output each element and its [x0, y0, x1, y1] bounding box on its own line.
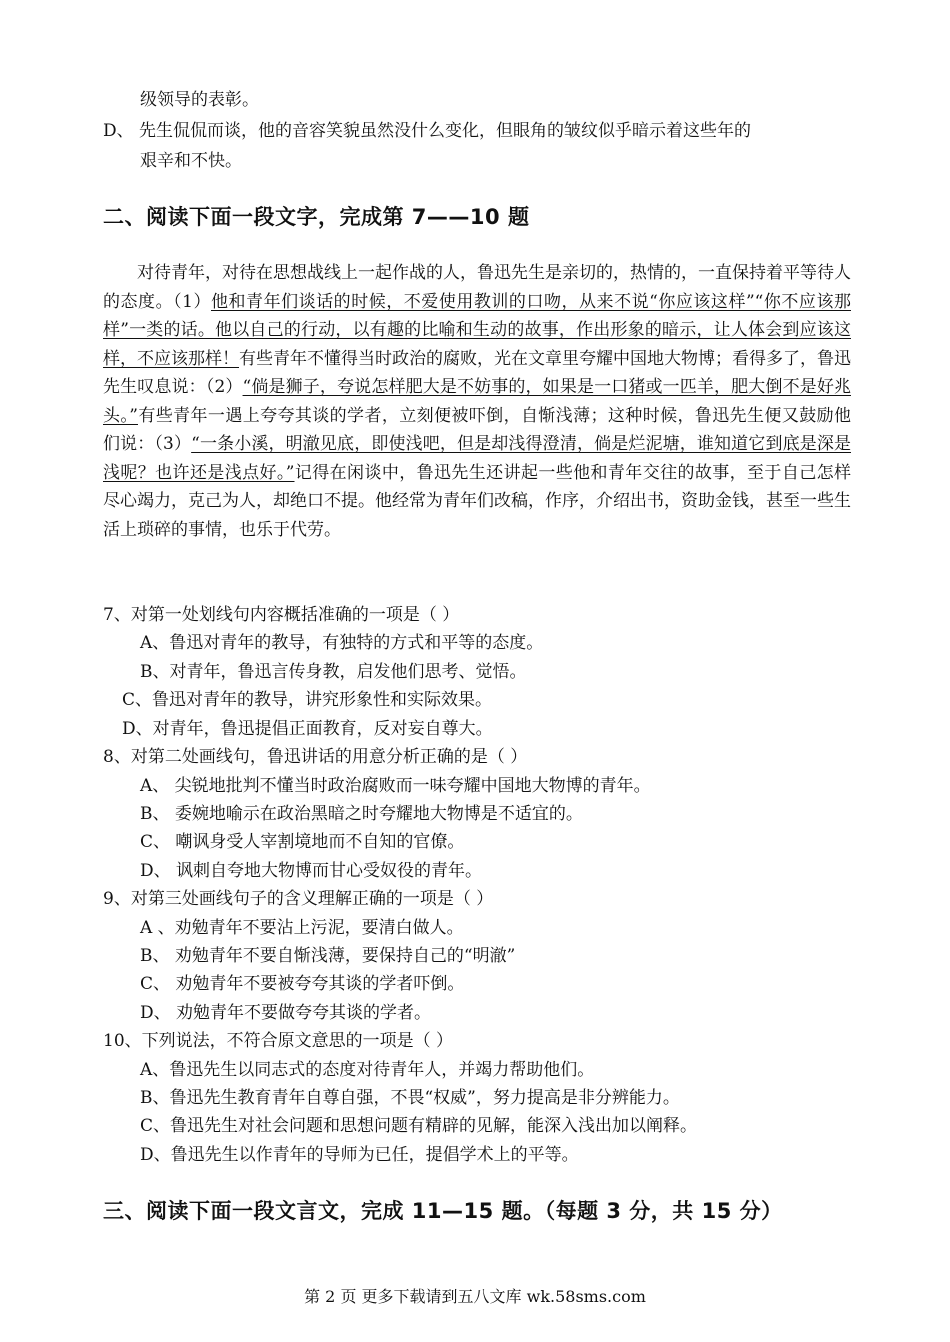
option-c-continuation: 级领导的表彰。 [140, 90, 259, 110]
question-10-stem: 10、下列说法，不符合原文意思的一项是（ ） [103, 1031, 454, 1051]
passage-text-2: 有些青年不懂得当时政治的腐败，光在文章里夸耀中国地大物博；看得多了，鲁迅先生叹息说：（2） [103, 348, 851, 397]
question-8-option-a: A、 尖锐地批判不懂当时政治腐败而一味夸耀中国地大物博的青年。 [140, 776, 651, 796]
passage-text-4: 记得在闲谈中，鲁迅先生还讲起一些他和青年交往的故事，至于自己怎样尽心竭力，克己为人，却绝口不提。他经常为青年们改稿，作序，介绍出书，资助金钱，甚至一些生活上琐碎的事情，也乐于代劳。 [103, 462, 851, 540]
option-d-line-1: D、 先生侃侃而谈，他的音容笑貌虽然没什么变化，但眼角的皱纹似乎暗示着这些年的 [103, 121, 752, 141]
section-2-heading: 二、阅读下面一段文字，完成第 7——10 题 [103, 205, 530, 229]
section-3-heading: 三、阅读下面一段文言文，完成 11—15 题。（每题 3 分，共 15 分） [103, 1199, 783, 1223]
question-7-stem: 7、对第一处划线句内容概括准确的一项是（ ） [103, 605, 460, 625]
underlined-sentence-3: “一条小溪，明澈见底，即使浅吧，但是却浅得澄清，倘是烂泥塘，谁知道它到底是深是浅呢？也许还是浅点好。” [103, 434, 851, 483]
question-8-stem: 8、对第二处画线句，鲁迅讲话的用意分析正确的是（ ） [103, 747, 528, 767]
question-10-option-d: D、鲁迅先生以作青年的导师为已任，提倡学术上的平等。 [140, 1145, 579, 1165]
question-9-option-a: A 、劝勉青年不要沾上污泥，要清白做人。 [140, 918, 464, 938]
underlined-sentence-2: “倘是狮子，夸说怎样肥大是不妨事的，如果是一口猪或一匹羊，肥大倒不是好兆头。” [103, 377, 851, 426]
question-7-option-d: D、对青年，鲁迅提倡正面教育，反对妄自尊大。 [122, 719, 493, 739]
option-d-line-2: 艰辛和不快。 [140, 151, 242, 171]
page-footer: 第 2 页 更多下载请到五八文库 wk.58sms.com [304, 1287, 646, 1306]
question-9-option-d: D、 劝勉青年不要做夸夸其谈的学者。 [140, 1003, 432, 1023]
question-8-option-b: B、 委婉地喻示在政治黑暗之时夸耀地大物博是不适宜的。 [140, 804, 583, 824]
question-10-option-b: B、鲁迅先生教育青年自尊自强，不畏“权威”，努力提高是非分辨能力。 [140, 1088, 680, 1108]
passage-text-3: 有些青年一遇上夸夸其谈的学者，立刻便被吓倒，自惭浅薄；这种时候，鲁迅先生便又鼓励他们说：（3） [103, 405, 851, 454]
question-9-stem: 9、对第三处画线句子的含义理解正确的一项是（ ） [103, 889, 494, 909]
underlined-sentence-1: 他和青年们谈话的时候，不爱使用教训的口吻，从来不说“你应该这样”“你不应该那样”一类的话。他以自己的行动，以有趣的比喻和生动的故事，作出形象的暗示，让人体会到应该这样，不应该那样！ [103, 291, 851, 369]
question-10-option-c: C、鲁迅先生对社会问题和思想问题有精辟的见解，能深入浅出加以阐释。 [140, 1116, 698, 1136]
question-7-option-a: A、鲁迅对青年的教导，有独特的方式和平等的态度。 [140, 633, 544, 653]
question-10-option-a: A、鲁迅先生以同志式的态度对待青年人，并竭力帮助他们。 [140, 1060, 595, 1080]
question-7-option-c: C、鲁迅对青年的教导，讲究形象性和实际效果。 [122, 690, 493, 710]
question-9-option-b: B、 劝勉青年不要自惭浅薄，要保持自己的“明澈” [140, 946, 516, 966]
question-8-option-c: C、 嘲讽身受人宰割境地而不自知的官僚。 [140, 832, 465, 852]
question-7-option-b: B、对青年，鲁迅言传身教，启发他们思考、觉悟。 [140, 662, 527, 682]
reading-passage [103, 259, 851, 544]
question-9-option-c: C、 劝勉青年不要被夸夸其谈的学者吓倒。 [140, 974, 465, 994]
question-8-option-d: D、 讽刺自夸地大物博而甘心受奴役的青年。 [140, 861, 483, 881]
passage-text-1: 对待青年，对待在思想战线上一起作战的人，鲁迅先生是亲切的，热情的，一直保持着平等待人的态度。（1） [103, 263, 851, 312]
